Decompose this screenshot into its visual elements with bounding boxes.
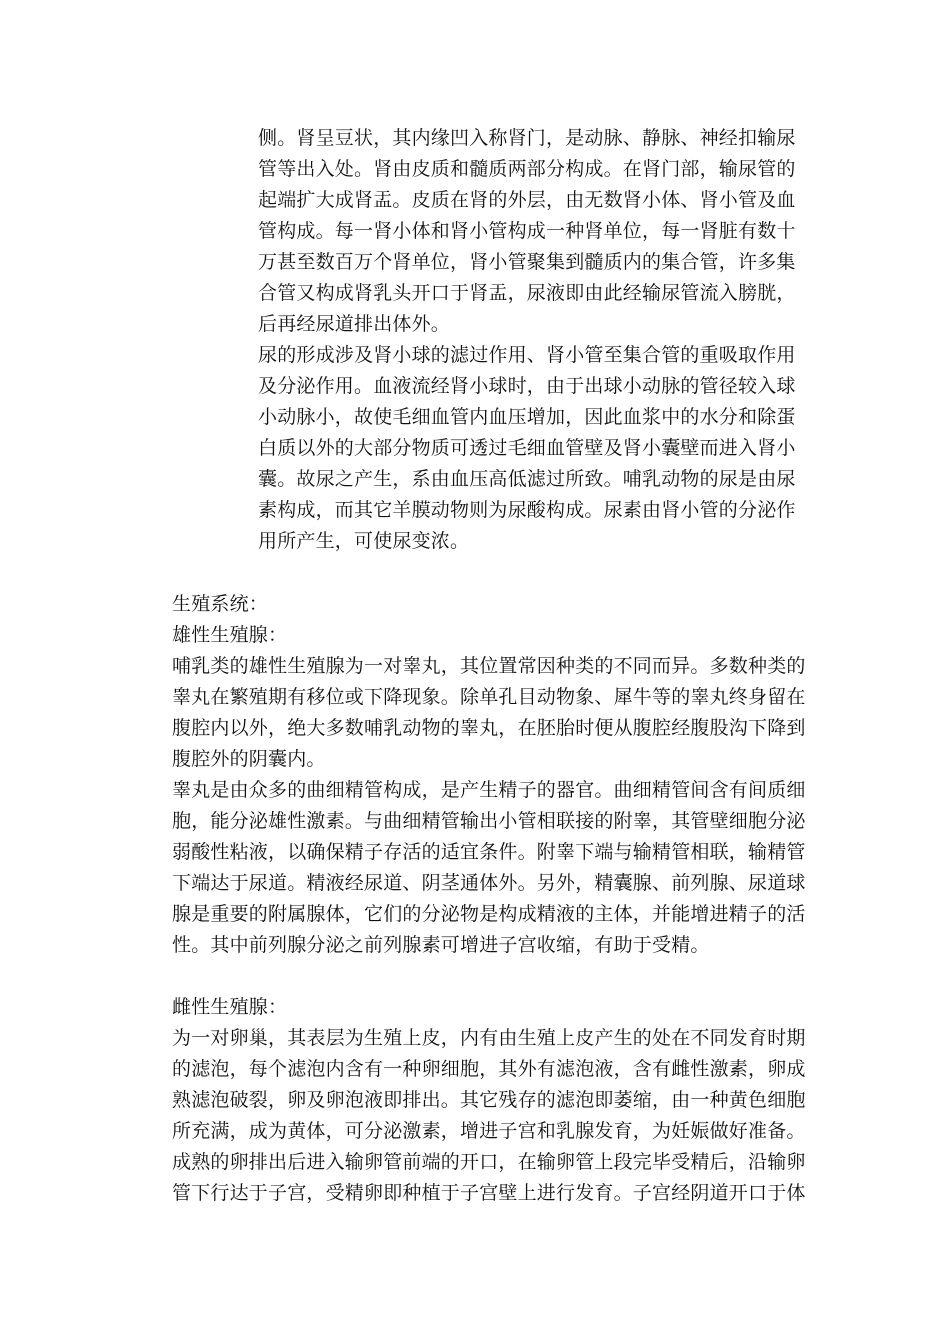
text-line: 白质以外的大部分物质可透过毛细血管壁及肾小囊壁而进入肾小 [258,437,796,459]
text-line: 下端达于尿道。精液经尿道、阴茎通体外。另外，精囊腺、前列腺、尿道球 [172,872,806,894]
text-line: 所充满，成为黄体，可分泌激素，增进子宫和乳腺发育，为妊娠做好准备。 [172,1120,806,1142]
text-line: 睾丸在繁殖期有移位或下降现象。除单孔目动物象、犀牛等的睾丸终身留在 [172,686,806,708]
male-heading: 雄性生殖腺： [172,624,288,646]
text-line: 睾丸是由众多的曲细精管构成，是产生精子的器官。曲细精管间含有间质细 [172,779,806,801]
text-line: 性。其中前列腺分泌之前列腺素可增进子宫收缩，有助于受精。 [172,934,710,956]
text-line: 起端扩大成肾盂。皮质在肾的外层，由无数肾小体、肾小管及血 [258,189,796,211]
text-line: 小动脉小，故使毛细血管内血压增加，因此血浆中的水分和除蛋 [258,406,796,428]
text-line: 哺乳类的雄性生殖腺为一对睾丸，其位置常因种类的不同而异。多数种类的 [172,655,806,677]
text-line: 腺是重要的附属腺体，它们的分泌物是构成精液的主体，并能增进精子的活 [172,903,806,925]
text-line: 腹腔内以外，绝大多数哺乳动物的睾丸，在胚胎时便从腹腔经腹股沟下降到 [172,717,806,739]
text-line: 管构成。每一肾小体和肾小管构成一种肾单位，每一肾脏有数十 [258,220,796,242]
text-line: 尿的形成涉及肾小球的滤过作用、肾小管至集合管的重吸取作用 [258,344,796,366]
text-line: 素构成，而其它羊膜动物则为尿酸构成。尿素由肾小管的分泌作 [258,499,796,521]
text-line: 侧。肾呈豆状，其内缘凹入称肾门，是动脉、静脉、神经扣输尿 [258,127,796,149]
text-line: 腹腔外的阴囊内。 [172,748,326,770]
text-line: 成熟的卵排出后进入输卵管前端的开口，在输卵管上段完毕受精后，沿输卵 [172,1151,806,1173]
section-heading: 生殖系统： [172,593,269,615]
text-line: 管下行达于子宫，受精卵即种植于子宫壁上进行发育。子宫经阴道开口于体 [172,1182,806,1204]
text-line: 弱酸性粘液，以确保精子存活的适宜条件。附睾下端与输精管相联，输精管 [172,841,806,863]
text-line: 胞，能分泌雄性激素。与曲细精管输出小管相联接的附睾，其管壁细胞分泌 [172,810,806,832]
text-line: 为一对卵巢，其表层为生殖上皮，内有由生殖上皮产生的处在不同发育时期 [172,1027,806,1049]
text-line: 囊。故尿之产生，系由血压高低滤过所致。哺乳动物的尿是由尿 [258,468,796,490]
female-heading: 雌性生殖腺： [172,996,288,1018]
text-line: 万甚至数百万个肾单位，肾小管聚集到髓质内的集合管，许多集 [258,251,796,273]
text-line: 合管又构成肾乳头开口于肾盂，尿液即由此经输尿管流入膀胱， [258,282,796,304]
text-line: 的滤泡，每个滤泡内含有一种卵细胞，其外有滤泡液，含有雌性激素，卵成 [172,1058,806,1080]
text-line: 后再经尿道排出体外。 [258,313,451,335]
text-line: 及分泌作用。血液流经肾小球时，由于出球小动脉的管径较入球 [258,375,796,397]
text-line: 用所产生，可使尿变浓。 [258,530,470,552]
text-line: 熟滤泡破裂，卵及卵泡液即排出。其它残存的滤泡即萎缩，由一种黄色细胞 [172,1089,806,1111]
text-line: 管等出入处。肾由皮质和髓质两部分构成。在肾门部，输尿管的 [258,158,796,180]
